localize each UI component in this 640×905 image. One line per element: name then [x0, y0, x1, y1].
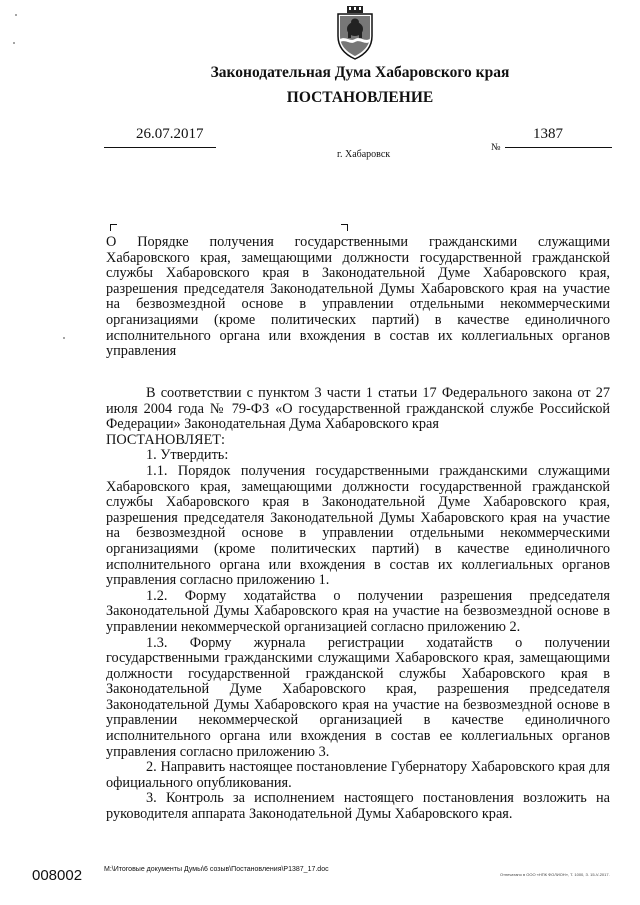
number-sign: № — [491, 142, 501, 153]
number-underline — [505, 147, 612, 148]
document-date: 26.07.2017 — [136, 126, 204, 142]
document-type: ПОСТАНОВЛЕНИЕ — [286, 89, 434, 106]
scan-speck — [63, 337, 65, 339]
document-number: 1387 — [533, 126, 563, 142]
item-1-1: 1.1. Порядок получения государственными гражданскими служащими Хабаровского края, замещающими должности государственной гражданской службы Хабаровского края в Законодательной Думе Хабаровского края, разрешения председателя Законодательной Думы Хабаровского края на участие на безвозмездной основе в управлении отдельными некоммерческими организациями (кроме политических партий) в качестве единоличного исполнительного органа или вхождения в состав их коллегиальных органов управления согласно приложению 1. — [106, 462, 610, 589]
preamble-paragraph: В соответствии с пунктом 3 части 1 статьи 17 Федерального закона от 27 июля 2004 года № 79-ФЗ «О государственной гражданской службе Российской Федерации» Законодательная Дума Хабаровского края — [106, 385, 610, 433]
title-corner-left — [110, 224, 117, 231]
scan-speck — [15, 14, 17, 16]
document-body — [106, 386, 610, 823]
item-2: 2. Направить настоящее постановление Губернатору Хабаровского края для официального опубликования. — [106, 759, 610, 791]
footer-print-mark: Отпечатано в ООО «НПК ФОЛИОН», Т. 1000, З. 15-V-2017. — [500, 872, 610, 877]
scan-speck — [13, 42, 15, 44]
coat-of-arms-emblem — [334, 6, 376, 60]
date-underline — [104, 147, 216, 148]
item-1: 1. Утвердить: — [146, 447, 229, 464]
resolves-heading: ПОСТАНОВЛЯЕТ: — [106, 431, 226, 448]
item-1-2: 1.2. Форму ходатайства о получении разрешения председателя Законодательной Думы Хабаровского края на участие на безвозмездной основе в управлении некоммерческой организацией согласно приложению 2. — [106, 587, 610, 635]
document-city: г. Хабаровск — [337, 149, 391, 160]
footer-file-path: M:\Итоговые документы Думы\6 созыв\Постановления\P1387_17.doc — [104, 866, 329, 873]
organization-name: Законодательная Дума Хабаровского края — [210, 64, 510, 81]
footer-code: 008002 — [32, 867, 83, 884]
title-corner-right — [341, 224, 348, 231]
item-3: 3. Контроль за исполнением настоящего постановления возложить на руководителя аппарата Законодательной Думы Хабаровского края. — [106, 790, 610, 823]
item-1-3: 1.3. Форму журнала регистрации ходатайств о получении государственными гражданскими служащими Хабаровского края, замещающими должности государственной гражданской службы Хабаровского края в Законодательной Думе Хабаровского края, разрешения председателя Законодательной Думы Хабаровского края на участие на безвозмездной основе в управлении некоммерческой организацией в качестве единоличного исполнительного органа или вхождения в состав ее коллегиальных органов управления согласно приложению 3. — [106, 634, 610, 760]
document-title: О Порядке получения государственными гражданскими служащими Хабаровского края, замещающими должности государственной гражданской службы Хабаровского края в Законодательной Думе Хабаровского края, разрешения председателя Законодательной Думы Хабаровского края на участие на безвозмездной основе в управлении отдельными некоммерческими организациями (кроме политических партий) в качестве единоличного исполнительного органа или вхождения в состав их коллегиальных органов управления — [106, 234, 610, 360]
